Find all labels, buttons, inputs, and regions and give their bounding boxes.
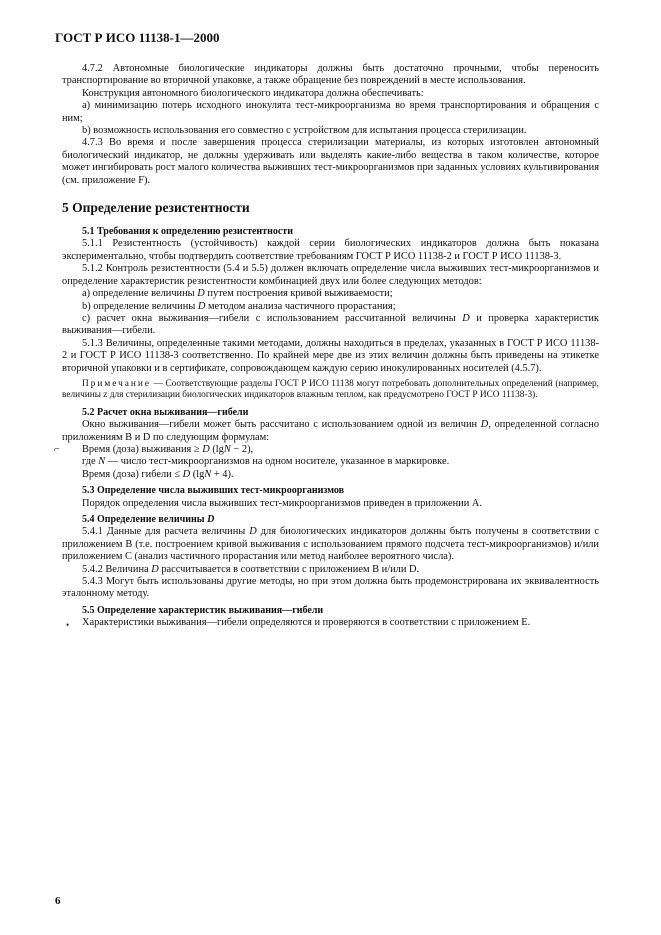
formula-survival-end: − 2),: [230, 443, 254, 455]
list-item-a: а) минимизацию потерь исходного инокулята тест-микроорганизма во время транспортирования и обращения с ним;: [62, 100, 599, 124]
paragraph-5-1-2: 5.1.2 Контроль резистентности (5.4 и 5.5) должен включать определение числа выживших тест-микроорганизмов и определение характеристик резистентности комбинацией двух или более следующих методов:: [62, 263, 599, 287]
formula-kill: [62, 469, 599, 481]
paragraph-5-3: Порядок определения числа выживших тест-микроорганизмов приведен в приложении А.: [82, 497, 482, 509]
formula-kill-lg: (lg: [190, 468, 205, 480]
variable-n: N: [98, 456, 106, 468]
method-b: [62, 301, 599, 313]
method-b-prefix: b) определение величины: [82, 300, 198, 312]
method-c: [62, 313, 599, 338]
section-5-heading: 5 Определение резистентности: [62, 200, 250, 216]
paragraph-4-7-2: 4.7.2 Автономные биологические индикаторы должны быть достаточно прочными, чтобы переносить транспортирование во вторичной упаковке, а также обращение без повреждений в месте использования.: [62, 63, 599, 87]
paragraph-5-5-text: Характеристики выживания—гибели определяются и проверяются в соответствии с приложением Е.: [82, 617, 531, 629]
method-a-suffix: путем построения кривой выживаемости;: [204, 288, 393, 300]
section-5-2-heading: 5.2 Расчет окна выживания—гибели: [82, 406, 249, 418]
paragraph-5-4-2-prefix: 5.4.2 Величина: [82, 563, 152, 575]
section-5-5-heading: 5.5 Определение характеристик выживания—гибели: [82, 604, 324, 616]
method-a-prefix: а) определение величины: [82, 288, 198, 300]
note-label: Примечание: [82, 378, 151, 389]
paragraph-5-2-prefix: Окно выживания—гибели может быть рассчитано с использованием одной из величин: [82, 419, 481, 431]
paragraph-5-2: [62, 419, 599, 444]
variable-n: N: [204, 468, 212, 480]
paragraph-5-4-1: [62, 526, 599, 563]
formula-kill-end: + 4).: [211, 468, 234, 480]
formula-kill-prefix: Время (доза) гибели ≤: [82, 468, 183, 480]
paragraph-5-4-2-suffix: рассчитывается в соответствии с приложением В и/или D.: [158, 563, 420, 575]
paragraph-5-5: [62, 617, 599, 629]
paragraph-5-1-3: 5.1.3 Величины, определенные такими методами, должны находиться в пределах, указанных в ГОСТ Р ИСО 11138-2 и ГОСТ Р ИСО 11138-3 соответственно. По крайней мере две из этих величин должны быть приведены на этикетке вторичной упаковки и в сертификате, сопровождающем каждую серию инокулированных носителей (4.5.7).: [62, 337, 599, 374]
variable-d: D: [462, 312, 470, 324]
paragraph-5-4-1-suffix: для биологических индикаторов должны быть получены в соответствии с приложением В (т.е. построением кривой выживания с использованием прямого подсчета тест-микроорганизмов) и/или приложением С (анализ частичного прорастания или метод наиболее вероятного числа).: [62, 526, 599, 563]
variable-d: D: [202, 443, 210, 455]
variable-n: N: [223, 443, 231, 455]
paragraph-5-2-suffix: , определенной согласно приложениям В и D по следующим формулам:: [62, 419, 600, 443]
variable-d: D: [197, 300, 206, 312]
note: [62, 379, 599, 402]
note-text: — Соответствующие разделы ГОСТ Р ИСО 11138 могут потребовать дополнительных определений (например, величины z для стерилизации биологических индикаторов влажным теплом, как предусмотрено ГОСТ Р ИСО 11138-3).: [62, 378, 599, 401]
method-c-suffix: и проверка характеристик выживания—гибели.: [62, 312, 599, 337]
paragraph-construction: Конструкция автономного биологического индикатора должна обеспечивать:: [82, 87, 424, 99]
paragraph-5-4-2: [62, 564, 599, 576]
method-c-prefix: с) расчет окна выживания—гибели с использованием рассчитанной величины: [82, 312, 463, 324]
variable-d: D: [207, 514, 215, 525]
variable-d: D: [197, 288, 205, 300]
formula-survival: [54, 443, 599, 456]
section-5-4-heading: [62, 514, 599, 526]
list-item-b: b) возможность использования его совместно с устройством для испытания процесса стерилизации.: [82, 125, 527, 137]
section-5-3-heading: 5.3 Определение числа выживших тест-микроорганизмов: [82, 485, 345, 497]
variable-d: D: [182, 468, 191, 480]
paragraph-5-4-1-prefix: 5.4.1 Данные для расчета величины: [82, 526, 250, 538]
formula-where: [62, 456, 599, 468]
page-number: 6: [55, 895, 61, 907]
formula-survival-prefix: Время (доза) выживания ≥: [82, 443, 203, 455]
paragraph-5-4-3: 5.4.3 Могут быть использованы другие методы, но при этом должна быть продемонстрирована их эквивалентность эталонному методу.: [62, 576, 599, 600]
variable-d: D: [151, 563, 159, 575]
paragraph-5-1-1: 5.1.1 Резистентность (устойчивость) каждой серии биологических индикаторов должна быть показана экспериментально, чтобы подтвердить соответствие требованиям ГОСТ Р ИСО 11138-2 и ГОСТ Р ИСО 11138-3.: [62, 238, 599, 262]
variable-d: D: [480, 419, 489, 431]
paragraph-4-7-3: 4.7.3 Во время и после завершения процесса стерилизации материалы, из которых изготовлен автономный биологический индикатор, не должны удерживать или выделять какие-либо вещества в таком количестве, которое может ингибировать рост малого количества выживших тест-микроорганизмов при заданных условиях культивирования (см. приложение F).: [62, 137, 599, 186]
document-header: ГОСТ Р ИСО 11138-1—2000: [55, 30, 220, 45]
formula-where-suffix: — число тест-микроорганизмов на одном носителе, указанное в маркировке.: [105, 456, 450, 468]
dash-mark-icon: ⌐: [54, 443, 60, 455]
method-a: [62, 288, 599, 300]
section-5-1-heading: 5.1 Требования к определению резистентности: [82, 226, 293, 238]
section-5-4-heading-text: 5.4 Определение величины: [82, 514, 208, 525]
variable-d: D: [249, 526, 257, 538]
formula-survival-lg: (lg: [209, 443, 224, 455]
bullet-mark-icon: •: [66, 620, 70, 631]
document-body: [54, 63, 600, 631]
method-b-suffix: методом анализа частичного прорастания;: [205, 300, 396, 312]
formula-where-prefix: где: [82, 456, 99, 468]
